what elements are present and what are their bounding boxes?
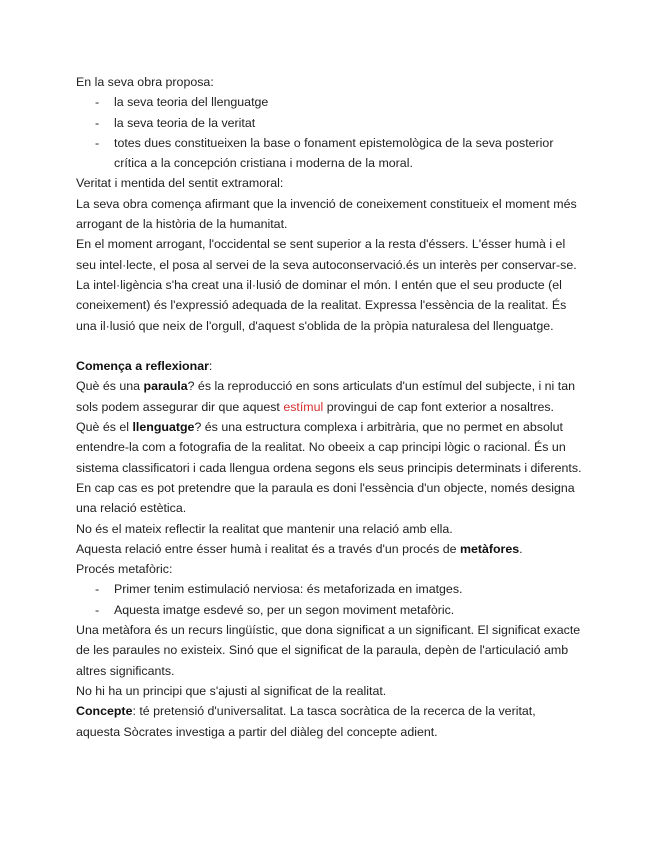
question-paraula: Què és una paraula? és la reproducció en sons articulats d'un estímul del subjecte, i ni tan sols podem assegurar dir que aquest estímul provingui de cap font exterior a nosaltres. bbox=[76, 379, 575, 414]
bullet-dash: - bbox=[95, 95, 100, 110]
heading-reflect: Comença a reflexionar: bbox=[76, 359, 213, 374]
list-item: - Primer tenim estimulació nerviosa: és metaforizada en imatges. bbox=[76, 579, 582, 599]
document-page bbox=[76, 72, 582, 742]
paragraph: No és el mateix reflectir la realitat que mantenir una relació amb ella. bbox=[76, 521, 453, 536]
list-item: - la seva teoria de la veritat bbox=[76, 113, 582, 133]
blank-line bbox=[76, 336, 582, 356]
paragraph: En el moment arrogant, l'occidental se sent superior a la resta d'éssers. L'ésser humà i el seu intel·lecte, el posa al servei de la seva autoconservació.és un interès per conservar-se. bbox=[76, 237, 577, 272]
list-item: - totes dues constitueixen la base o fonament epistemològica de la seva posterior crítica a la concepción cristiana i moderna de la moral. bbox=[76, 133, 582, 174]
bullet-dash: - bbox=[95, 135, 100, 150]
paragraph: Aquesta relació entre ésser humà i realitat és a través d'un procés de metàfores. bbox=[76, 541, 523, 556]
process-list bbox=[76, 579, 582, 620]
bullet-dash: - bbox=[95, 602, 100, 617]
list-item: - la seva teoria del llenguatge bbox=[76, 92, 582, 112]
list-item: - Aquesta imatge esdevé so, per un segon moviment metafòric. bbox=[76, 600, 582, 620]
bullet-dash: - bbox=[95, 115, 100, 130]
paragraph: La intel·ligència s'ha creat una il·lusió de dominar el món. I entén que el seu producte (el coneixement) és l'expressió adequada de la realitat. Expressa l'essència de la realitat. És una il·lusió que neix de l'orgull, d'aquest s'oblida de la pròpia naturalesa del llenguatge. bbox=[76, 277, 567, 333]
paragraph: Una metàfora és un recurs lingüístic, que dona significat a un significant. El significat exacte de les paraules no existeix. Sinó que el significat de la paraula, depèn de l'articulació amb altres significants. bbox=[76, 623, 581, 678]
proposal-list bbox=[76, 92, 582, 173]
section-title: Veritat i mentida del sentit extramoral: bbox=[76, 176, 284, 191]
intro-line: En la seva obra proposa: bbox=[76, 75, 214, 89]
question-llenguatge: Què és el llenguatge? és una estructura complexa i arbitrària, que no permet en absolut entendre-la com a fotografia de la realitat. No obeeix a cap principi lògic o racional. És un sistema classificatori i cada llengua ordena segons els seus principis determinats i diferents. En cap cas es pot pretendre que la paraula es doni l'essència d'un objecte, només designa una relació estètica. bbox=[76, 420, 582, 516]
bullet-dash: - bbox=[95, 582, 100, 597]
paragraph: No hi ha un principi que s'ajusti al significat de la realitat. bbox=[76, 683, 387, 698]
paragraph-concepte: Concepte: té pretensió d'universalitat. La tasca socràtica de la recerca de la veritat, aquesta Sòcrates investiga a partir del diàleg del concepte adient. bbox=[76, 704, 536, 739]
paragraph: La seva obra comença afirmant que la invenció de coneixement constitueix el moment més arrogant de la història de la humanitat. bbox=[76, 196, 577, 232]
highlight-word: estímul bbox=[283, 399, 324, 414]
process-title: Procés metafòric: bbox=[76, 562, 173, 577]
